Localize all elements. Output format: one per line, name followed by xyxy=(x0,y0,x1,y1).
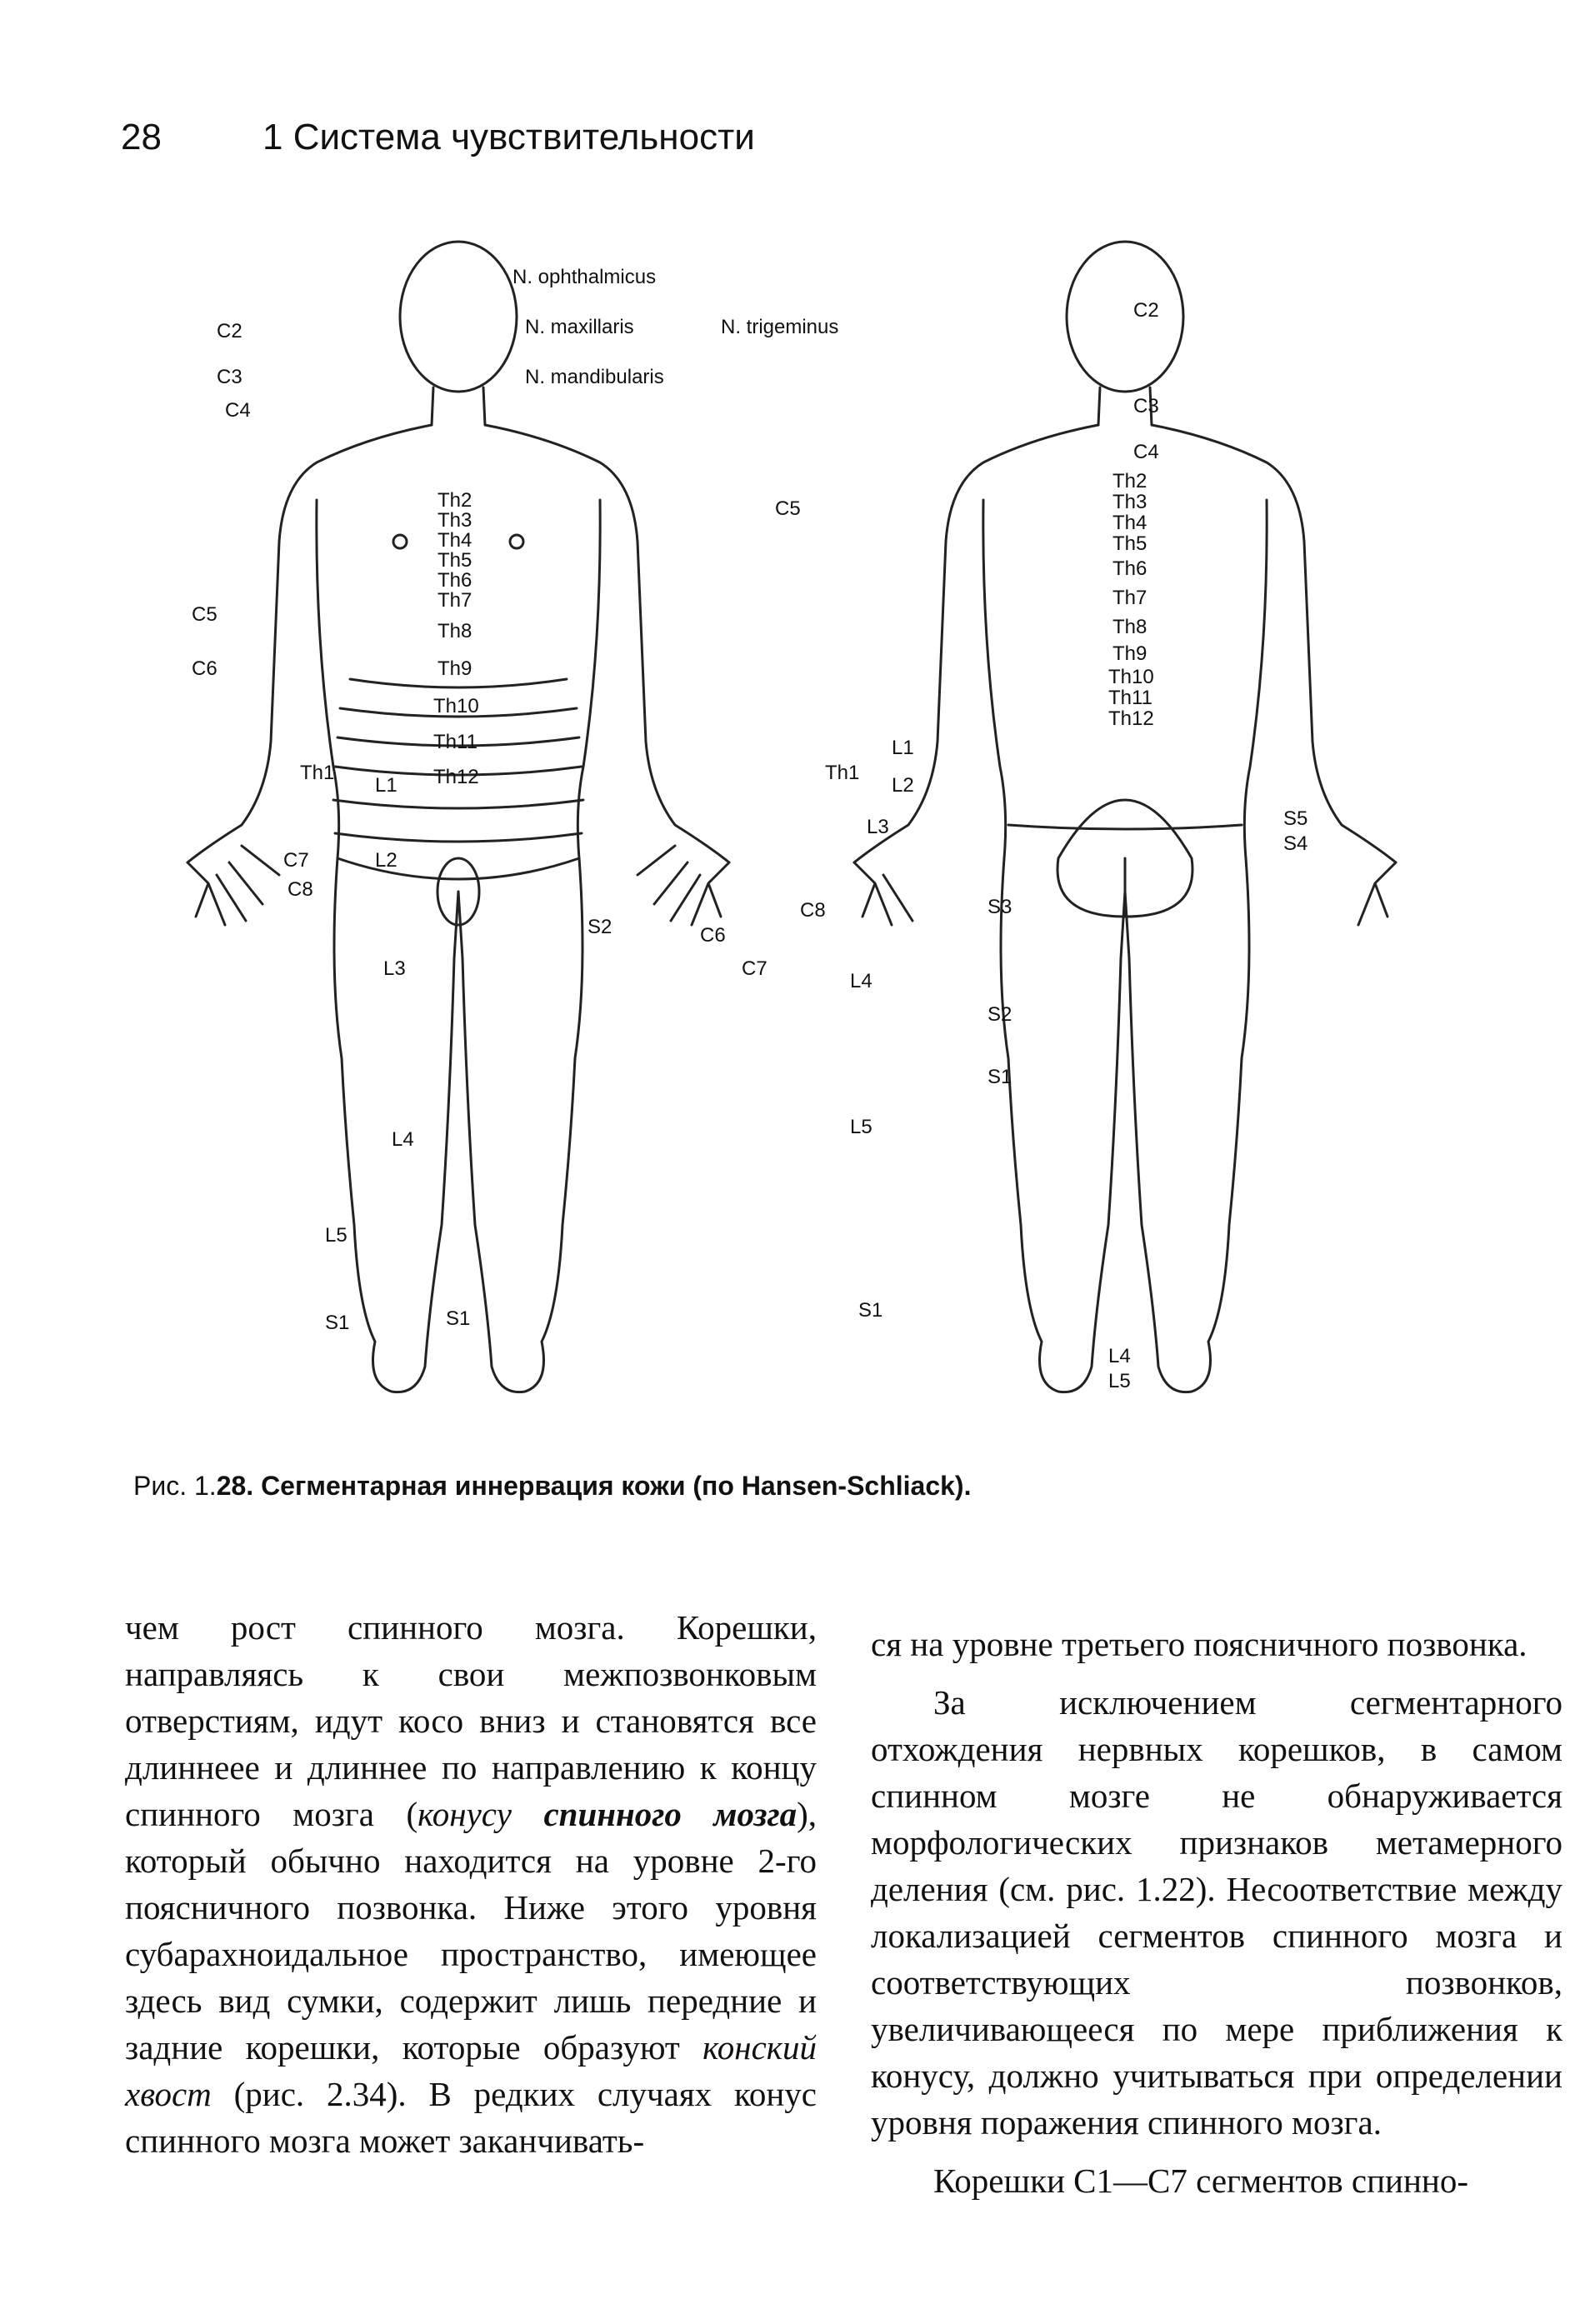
back-label-c4: C4 xyxy=(1133,441,1159,463)
front-label-c5: C5 xyxy=(192,603,218,626)
back-label-s1-leg: S1 xyxy=(988,1066,1012,1088)
back-label-l3: L3 xyxy=(867,816,889,838)
label-n-ophthalmicus: N. ophthalmicus xyxy=(512,266,657,288)
back-label-th5: Th5 xyxy=(1112,532,1148,555)
caption-number: 28. xyxy=(216,1471,254,1501)
front-label-th8: Th8 xyxy=(438,620,472,642)
back-label-s4: S4 xyxy=(1283,832,1308,855)
front-body-outline xyxy=(188,242,729,1392)
front-label-s1-right: S1 xyxy=(446,1307,471,1330)
front-label-th9: Th9 xyxy=(438,657,472,680)
back-label-l2: L2 xyxy=(892,774,914,797)
front-label-l1: L1 xyxy=(375,774,398,797)
back-label-th4: Th4 xyxy=(1112,512,1148,534)
front-label-th12: Th12 xyxy=(433,766,479,788)
front-label-th1: Th1 xyxy=(300,762,335,784)
back-label-l4-foot: L4 xyxy=(1108,1345,1131,1367)
back-label-s1: S1 xyxy=(858,1299,883,1322)
text-segment: ), который обычно находится на уровне 2-го поясничного позвонка. Ниже этого уровня субарахноидальное пространство, имеющее здесь вид сумки, содержит лишь передние и задние корешки, которые образуют xyxy=(125,1795,818,2067)
left-column xyxy=(125,1604,817,2164)
back-label-th10: Th10 xyxy=(1108,666,1154,688)
term-konsky-khvost: конский хвост xyxy=(125,2028,817,2113)
back-label-c6: C6 xyxy=(700,924,726,947)
back-label-th3: Th3 xyxy=(1112,491,1148,513)
front-label-th10: Th10 xyxy=(433,695,479,717)
label-n-trigeminus: N. trigeminus xyxy=(721,316,839,338)
front-label-th3: Th3 xyxy=(438,509,472,532)
caption-label: Рис. 1. xyxy=(133,1471,217,1501)
label-n-mandibularis: N. mandibularis xyxy=(525,366,664,388)
front-label-l2: L2 xyxy=(375,849,398,872)
back-label-c3: C3 xyxy=(1133,395,1159,417)
front-label-c4: C4 xyxy=(225,399,251,422)
front-label-c6: C6 xyxy=(192,657,218,680)
back-label-s3: S3 xyxy=(988,896,1012,918)
dermatome-figure xyxy=(125,225,1458,1433)
figure-caption xyxy=(133,1471,971,1502)
front-label-th4: Th4 xyxy=(438,529,472,552)
front-label-c8: C8 xyxy=(288,878,313,901)
front-label-th6: Th6 xyxy=(438,569,472,592)
right-column xyxy=(871,1621,1562,2204)
back-label-l5: L5 xyxy=(850,1116,872,1138)
back-label-th11: Th11 xyxy=(1108,687,1152,709)
back-body-outline xyxy=(854,242,1396,1392)
front-label-s1-left: S1 xyxy=(325,1312,350,1334)
back-label-c5: C5 xyxy=(775,497,801,520)
term-spinnogo-mozga: спинного мозга xyxy=(543,1795,798,1833)
back-label-th8: Th8 xyxy=(1112,616,1148,638)
front-label-l3: L3 xyxy=(383,957,406,980)
back-label-th7: Th7 xyxy=(1112,587,1148,609)
text-segment: (рис. 2.34). В редких случаях конус спинного мозга может заканчивать- xyxy=(125,2075,817,2160)
back-label-c2: C2 xyxy=(1133,299,1159,322)
back-label-th9: Th9 xyxy=(1112,642,1148,665)
term-konus: конусу xyxy=(418,1795,512,1833)
front-label-th11: Th11 xyxy=(433,731,478,753)
left-paragraph xyxy=(125,1604,817,2164)
back-label-th12: Th12 xyxy=(1108,707,1154,730)
front-label-th7: Th7 xyxy=(438,589,472,612)
dermatome-illustration xyxy=(125,225,1458,1433)
chapter-title: 1 Система чувствительности xyxy=(262,117,755,157)
back-label-th6: Th6 xyxy=(1112,557,1148,580)
caption-text: Сегментарная иннервация кожи (по Hansen-Schliack). xyxy=(261,1471,972,1501)
back-label-s5: S5 xyxy=(1283,807,1308,830)
right-paragraph-2: За исключением сегментарного отхождения нервных корешков, в самом спинном мозге не обнаруживается морфологических признаков метамерного деления (см. рис. 1.22). Несоответствие между локализацией сегментов спинного мозга и соответствующих позвонков, увеличивающееся по мере приближения к конусу, должно учитываться при определении уровня поражения спинного мозга. xyxy=(871,1683,1562,2142)
right-paragraph-3: Корешки C1—C7 сегментов спинно- xyxy=(933,2162,1468,2200)
front-label-l5: L5 xyxy=(325,1224,348,1247)
front-label-th5: Th5 xyxy=(438,549,472,572)
back-label-s2: S2 xyxy=(988,1003,1012,1026)
back-label-c7: C7 xyxy=(742,957,768,980)
text-segment: чем рост спинного мозга. Корешки, направляясь к свои межпозвонковым отверстиям, идут косо вниз и становятся все длиннеее и длиннее по направлению к концу спинного мозга ( xyxy=(125,1608,817,1833)
front-label-c2: C2 xyxy=(217,320,242,342)
front-label-c3: C3 xyxy=(217,366,242,388)
front-label-s2: S2 xyxy=(588,916,612,938)
page-number: 28 xyxy=(121,117,162,157)
back-label-l5-foot: L5 xyxy=(1108,1370,1131,1392)
front-label-l4: L4 xyxy=(392,1128,414,1151)
back-label-th2: Th2 xyxy=(1112,470,1148,492)
label-n-maxillaris: N. maxillaris xyxy=(525,316,634,338)
back-label-l1: L1 xyxy=(892,737,914,759)
right-paragraph-1: ся на уровне третьего поясничного позвонка. xyxy=(871,1625,1528,1663)
back-label-th1: Th1 xyxy=(825,762,860,784)
back-label-c8: C8 xyxy=(800,899,826,922)
back-label-l4: L4 xyxy=(850,970,872,992)
front-label-th2: Th2 xyxy=(438,489,472,512)
front-label-c7: C7 xyxy=(283,849,309,872)
